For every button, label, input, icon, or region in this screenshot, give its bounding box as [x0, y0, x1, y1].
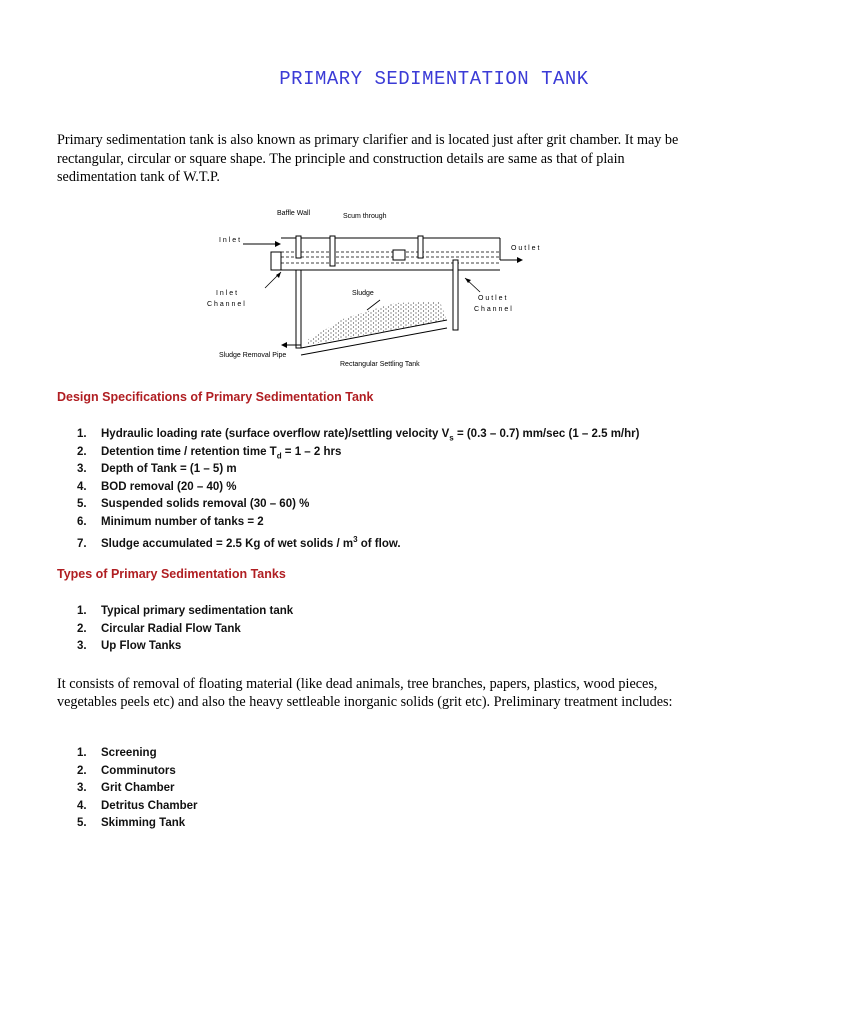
list-item: 4. BOD removal (20 – 40) %	[77, 480, 237, 493]
label-outlet-channel-1: O u t l e t	[478, 295, 507, 302]
label-outlet: O u t l e t	[511, 245, 540, 252]
label-sludge-removal-pipe: Sludge Removal Pipe	[219, 352, 287, 359]
list-item: 3. Depth of Tank = (1 – 5) m	[77, 463, 237, 475]
intro-paragraph: Primary sedimentation tank is also known as primary clarifier and is located just after grit chamber. It may be rectangular, circular or square shape. The principle and construction details are same as that of plain sedimentation tank of W.T.P.	[57, 132, 679, 185]
label-scum-trough: Scum through	[343, 213, 387, 220]
design-specs-list	[57, 426, 639, 549]
list-item: 2. Detention time / retention time $T_d = 1 - 2$ hrs	[77, 445, 342, 460]
list-item: 7. Sludge accumulated = 2.5 Kg of wet solids / $m^3$ of flow.	[77, 535, 401, 550]
page-title: PRIMARY SEDIMENTATION TANK	[279, 68, 589, 90]
label-outlet-channel-2: C h a n n e l	[474, 306, 512, 313]
label-sludge: Sludge	[352, 290, 374, 297]
types-heading: Types of Primary Sedimentation Tanks	[57, 567, 286, 581]
list-item: 6. Minimum number of tanks = 2	[77, 515, 264, 528]
list-item: 2. Comminutors	[77, 764, 176, 777]
list-item: 5. Suspended solids removal (30 – 60) %	[77, 498, 310, 510]
list-item: 1. Typical primary sedimentation tank	[77, 605, 294, 617]
label-inlet: I n l e t	[219, 237, 241, 244]
list-item: 2. Circular Radial Flow Tank	[77, 622, 241, 635]
preliminary-paragraph: It consists of removal of floating material (like dead animals, tree branches, papers, plastics, wood pieces, vegetables peels etc) and also the heavy settleable inorganic solids (grit etc). Preliminary treatment includes:	[57, 676, 673, 710]
label-baffle-wall: Baffle Wall	[277, 210, 311, 217]
tank-schematic	[195, 200, 540, 375]
list-item: 3. Up Flow Tanks	[77, 640, 182, 652]
list-item: 1. Screening	[77, 747, 157, 759]
list-item: 3. Grit Chamber	[77, 782, 175, 794]
label-inlet-channel-2: C h a n n e l	[207, 301, 245, 308]
design-specs-heading: Design Specifications of Primary Sedimentation Tank	[57, 390, 374, 404]
sludge-zone	[307, 302, 447, 345]
types-list	[57, 603, 293, 656]
list-item: 5. Skimming Tank	[77, 817, 186, 829]
scum-trough	[393, 250, 405, 260]
list-item: 1. Hydraulic loading rate (surface overflow rate)/settling velocity $V_s = (0.3 - 0.7)$ mm/sec (1 – 2.5 m/hr)	[77, 428, 640, 443]
label-rectangular-tank: Rectangular Settling Tank	[340, 361, 420, 368]
inlet-channel	[271, 252, 281, 270]
baffle-wall	[296, 236, 301, 258]
preliminary-list	[57, 745, 198, 833]
label-inlet-channel-1: I n l e t	[216, 290, 238, 297]
list-item: 4. Detritus Chamber	[77, 799, 198, 812]
settling-tank-diagram	[195, 200, 540, 375]
